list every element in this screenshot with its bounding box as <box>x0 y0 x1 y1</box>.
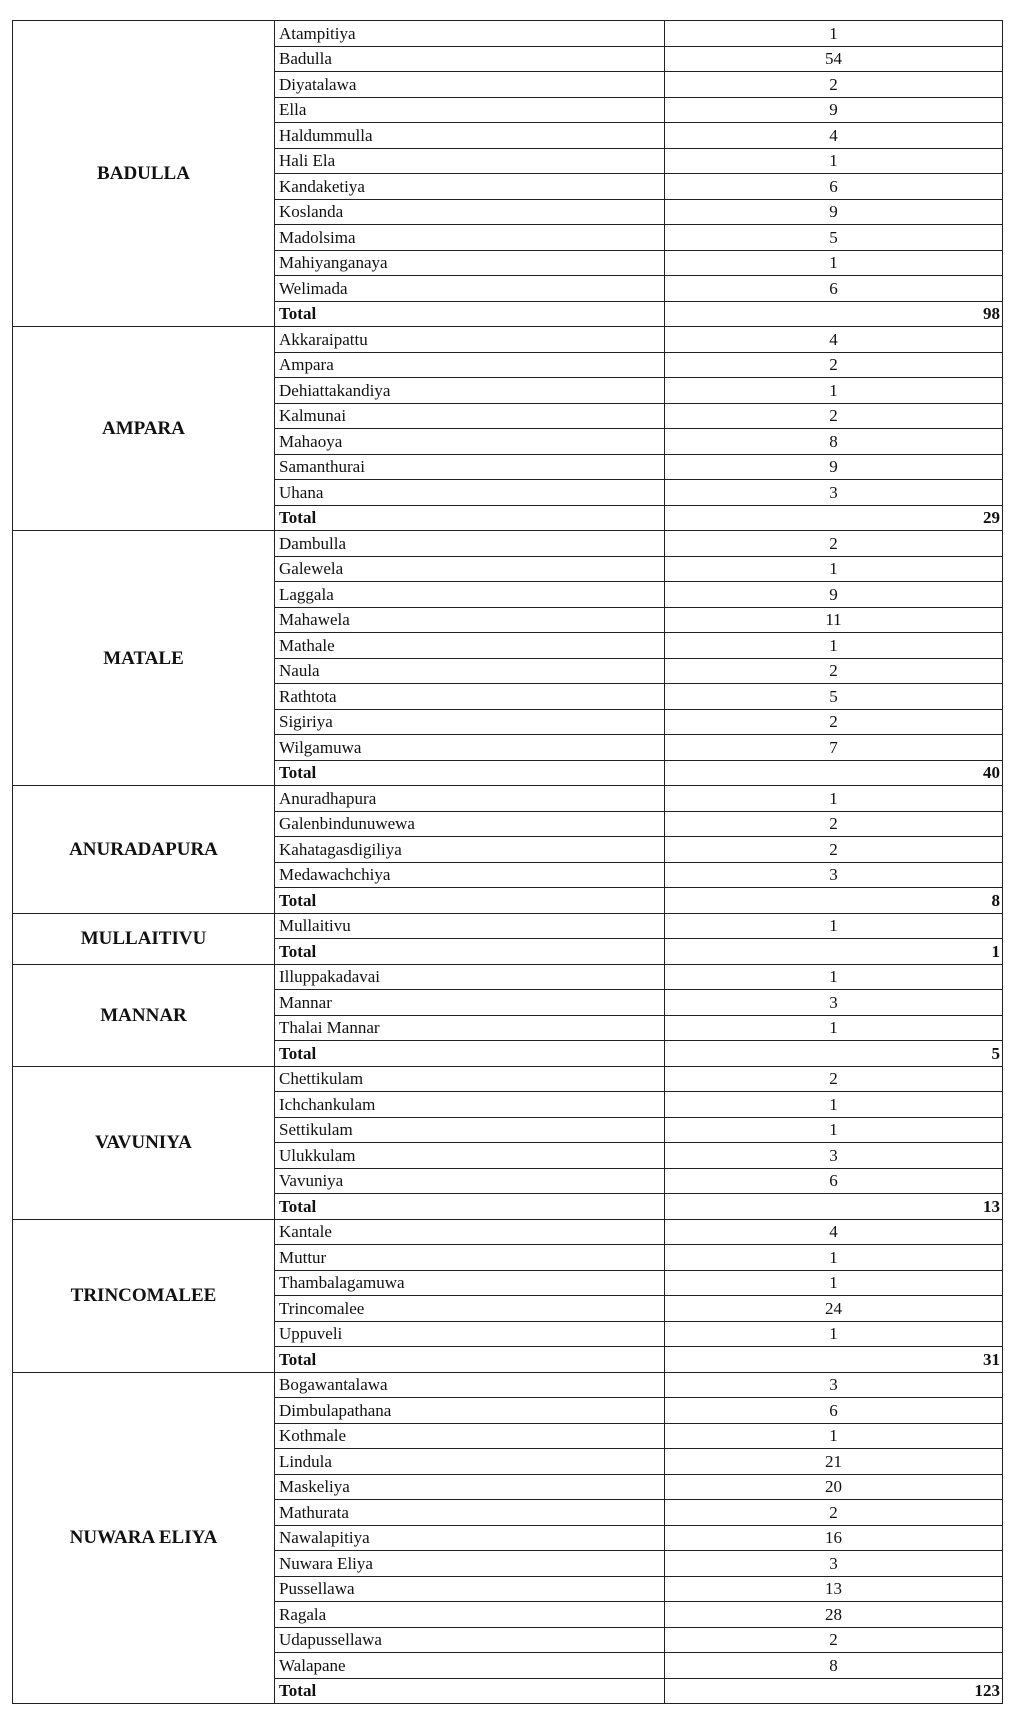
place-name: Uhana <box>275 480 665 506</box>
total-label: Total <box>275 505 665 531</box>
place-name: Nuwara Eliya <box>275 1551 665 1577</box>
total-value: 13 <box>665 1194 1003 1220</box>
place-name: Mahawela <box>275 607 665 633</box>
table-row <box>13 21 1003 47</box>
total-value: 123 <box>665 1678 1003 1704</box>
place-count: 3 <box>665 862 1003 888</box>
place-name: Akkaraipattu <box>275 327 665 353</box>
place-name: Mathurata <box>275 1500 665 1526</box>
place-count: 6 <box>665 1168 1003 1194</box>
place-name: Illuppakadavai <box>275 964 665 990</box>
district-name: ANURADAPURA <box>13 786 275 914</box>
place-name: Kandaketiya <box>275 174 665 200</box>
place-name: Welimada <box>275 276 665 302</box>
place-name: Samanthurai <box>275 454 665 480</box>
place-name: Ella <box>275 97 665 123</box>
place-count: 20 <box>665 1474 1003 1500</box>
place-count: 1 <box>665 1117 1003 1143</box>
place-name: Mullaitivu <box>275 913 665 939</box>
place-name: Medawachchiya <box>275 862 665 888</box>
place-name: Madolsima <box>275 225 665 251</box>
place-name: Mathale <box>275 633 665 659</box>
place-count: 11 <box>665 607 1003 633</box>
place-count: 1 <box>665 1270 1003 1296</box>
district-name: MATALE <box>13 531 275 786</box>
place-count: 2 <box>665 72 1003 98</box>
table-row <box>13 786 1003 812</box>
place-count: 2 <box>665 811 1003 837</box>
table-row <box>13 1219 1003 1245</box>
place-name: Ulukkulam <box>275 1143 665 1169</box>
total-value: 29 <box>665 505 1003 531</box>
place-name: Badulla <box>275 46 665 72</box>
total-value: 98 <box>665 301 1003 327</box>
place-name: Haldummulla <box>275 123 665 149</box>
place-name: Dehiattakandiya <box>275 378 665 404</box>
place-count: 21 <box>665 1449 1003 1475</box>
place-count: 9 <box>665 97 1003 123</box>
place-count: 16 <box>665 1525 1003 1551</box>
total-label: Total <box>275 1041 665 1067</box>
place-name: Walapane <box>275 1653 665 1679</box>
place-count: 1 <box>665 1092 1003 1118</box>
place-name: Anuradhapura <box>275 786 665 812</box>
district-name: MANNAR <box>13 964 275 1066</box>
total-value: 1 <box>665 939 1003 965</box>
place-name: Dimbulapathana <box>275 1398 665 1424</box>
place-name: Bogawantalawa <box>275 1372 665 1398</box>
place-count: 1 <box>665 964 1003 990</box>
place-name: Muttur <box>275 1245 665 1271</box>
district-name: TRINCOMALEE <box>13 1219 275 1372</box>
total-label: Total <box>275 301 665 327</box>
place-count: 9 <box>665 582 1003 608</box>
place-name: Uppuveli <box>275 1321 665 1347</box>
place-count: 8 <box>665 1653 1003 1679</box>
place-name: Hali Ela <box>275 148 665 174</box>
table-row <box>13 964 1003 990</box>
place-count: 7 <box>665 735 1003 761</box>
district-table-body <box>13 21 1003 1704</box>
total-value: 8 <box>665 888 1003 914</box>
place-count: 1 <box>665 1423 1003 1449</box>
place-count: 13 <box>665 1576 1003 1602</box>
table-row <box>13 1066 1003 1092</box>
place-count: 2 <box>665 709 1003 735</box>
place-count: 6 <box>665 276 1003 302</box>
place-name: Ichchankulam <box>275 1092 665 1118</box>
place-count: 3 <box>665 1551 1003 1577</box>
place-count: 1 <box>665 556 1003 582</box>
place-count: 2 <box>665 531 1003 557</box>
place-name: Ampara <box>275 352 665 378</box>
total-label: Total <box>275 1678 665 1704</box>
place-name: Pussellawa <box>275 1576 665 1602</box>
place-name: Sigiriya <box>275 709 665 735</box>
place-count: 6 <box>665 174 1003 200</box>
total-value: 40 <box>665 760 1003 786</box>
place-count: 4 <box>665 327 1003 353</box>
place-name: Chettikulam <box>275 1066 665 1092</box>
place-count: 9 <box>665 199 1003 225</box>
total-label: Total <box>275 888 665 914</box>
place-count: 8 <box>665 429 1003 455</box>
total-label: Total <box>275 1347 665 1373</box>
table-row <box>13 531 1003 557</box>
place-name: Ragala <box>275 1602 665 1628</box>
place-count: 1 <box>665 1015 1003 1041</box>
place-count: 3 <box>665 480 1003 506</box>
table-row <box>13 913 1003 939</box>
place-count: 2 <box>665 1627 1003 1653</box>
place-count: 1 <box>665 1245 1003 1271</box>
place-count: 1 <box>665 786 1003 812</box>
place-name: Wilgamuwa <box>275 735 665 761</box>
place-count: 6 <box>665 1398 1003 1424</box>
place-count: 1 <box>665 378 1003 404</box>
table-row <box>13 1372 1003 1398</box>
place-count: 2 <box>665 1500 1003 1526</box>
place-name: Rathtota <box>275 684 665 710</box>
place-count: 24 <box>665 1296 1003 1322</box>
total-value: 5 <box>665 1041 1003 1067</box>
place-name: Galewela <box>275 556 665 582</box>
place-name: Kantale <box>275 1219 665 1245</box>
place-count: 3 <box>665 990 1003 1016</box>
place-name: Atampitiya <box>275 21 665 47</box>
place-count: 28 <box>665 1602 1003 1628</box>
place-count: 1 <box>665 633 1003 659</box>
district-name: NUWARA ELIYA <box>13 1372 275 1704</box>
place-name: Kalmunai <box>275 403 665 429</box>
place-count: 2 <box>665 1066 1003 1092</box>
place-count: 1 <box>665 148 1003 174</box>
place-name: Vavuniya <box>275 1168 665 1194</box>
place-name: Galenbindunuwewa <box>275 811 665 837</box>
place-name: Thambalagamuwa <box>275 1270 665 1296</box>
place-name: Kothmale <box>275 1423 665 1449</box>
place-name: Udapussellawa <box>275 1627 665 1653</box>
district-name: AMPARA <box>13 327 275 531</box>
place-name: Trincomalee <box>275 1296 665 1322</box>
place-count: 5 <box>665 225 1003 251</box>
district-name: VAVUNIYA <box>13 1066 275 1219</box>
place-count: 1 <box>665 21 1003 47</box>
place-count: 4 <box>665 1219 1003 1245</box>
place-name: Thalai Mannar <box>275 1015 665 1041</box>
place-name: Nawalapitiya <box>275 1525 665 1551</box>
total-label: Total <box>275 939 665 965</box>
district-name: BADULLA <box>13 21 275 327</box>
place-name: Kahatagasdigiliya <box>275 837 665 863</box>
place-name: Dambulla <box>275 531 665 557</box>
place-count: 1 <box>665 913 1003 939</box>
district-name: MULLAITIVU <box>13 913 275 964</box>
place-count: 2 <box>665 837 1003 863</box>
place-count: 3 <box>665 1372 1003 1398</box>
place-name: Mannar <box>275 990 665 1016</box>
place-name: Maskeliya <box>275 1474 665 1500</box>
place-name: Laggala <box>275 582 665 608</box>
place-count: 5 <box>665 684 1003 710</box>
place-count: 54 <box>665 46 1003 72</box>
place-name: Mahiyanganaya <box>275 250 665 276</box>
total-label: Total <box>275 760 665 786</box>
place-count: 2 <box>665 658 1003 684</box>
place-count: 1 <box>665 250 1003 276</box>
place-count: 4 <box>665 123 1003 149</box>
place-name: Naula <box>275 658 665 684</box>
district-table <box>12 20 1003 1704</box>
total-label: Total <box>275 1194 665 1220</box>
place-count: 2 <box>665 403 1003 429</box>
place-name: Koslanda <box>275 199 665 225</box>
place-count: 3 <box>665 1143 1003 1169</box>
place-name: Diyatalawa <box>275 72 665 98</box>
place-count: 9 <box>665 454 1003 480</box>
place-name: Lindula <box>275 1449 665 1475</box>
table-row <box>13 327 1003 353</box>
place-count: 1 <box>665 1321 1003 1347</box>
total-value: 31 <box>665 1347 1003 1373</box>
place-name: Settikulam <box>275 1117 665 1143</box>
place-count: 2 <box>665 352 1003 378</box>
place-name: Mahaoya <box>275 429 665 455</box>
